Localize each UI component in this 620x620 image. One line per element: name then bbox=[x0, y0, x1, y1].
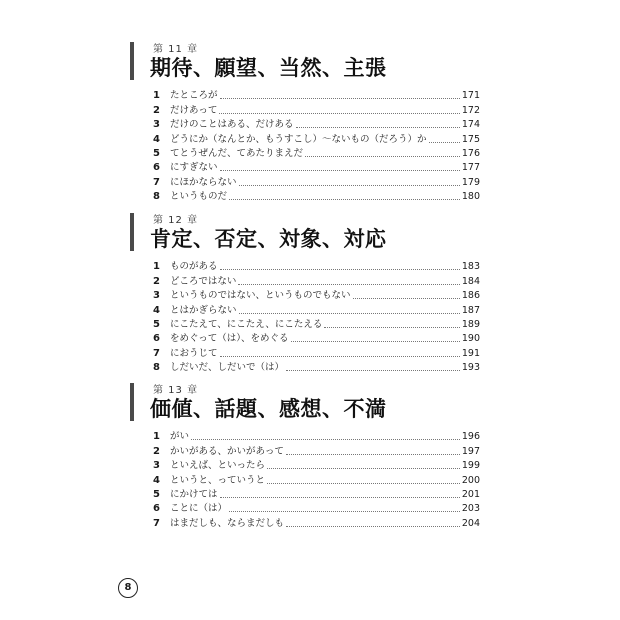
entry-title: どうにか（なんとか、もうすこし）〜ないもの（だろう）か bbox=[170, 133, 427, 145]
entry-number: 3 bbox=[153, 119, 160, 131]
entry-title: しだいだ、しだいで（は） bbox=[170, 362, 285, 374]
toc-entry[interactable] bbox=[153, 345, 480, 359]
entry-title: におうじて bbox=[170, 347, 218, 359]
entry-number: 4 bbox=[153, 304, 160, 316]
entry-page: 175 bbox=[461, 133, 480, 145]
entry-page: 190 bbox=[461, 333, 480, 345]
entry-number: 7 bbox=[153, 176, 160, 188]
entry-title: がい bbox=[170, 431, 190, 443]
toc-entry[interactable] bbox=[153, 117, 480, 131]
entry-number: 6 bbox=[153, 503, 160, 515]
dot-leader bbox=[229, 198, 460, 200]
dot-leader bbox=[191, 438, 460, 440]
entry-page: 172 bbox=[461, 104, 480, 116]
dot-leader bbox=[220, 169, 460, 171]
toc-entry[interactable] bbox=[153, 317, 480, 331]
entry-number: 8 bbox=[153, 362, 160, 374]
entry-title: にこたえて、にこたえ、にこたえる bbox=[170, 318, 323, 330]
chapter-title: 肯定、否定、対象、対応 bbox=[150, 227, 387, 251]
entry-title: はまだしも、ならまだしも bbox=[170, 517, 285, 529]
entry-title: だけのことはある、だけある bbox=[170, 119, 294, 131]
toc-entry[interactable] bbox=[153, 302, 480, 316]
entry-title: というものだ bbox=[170, 191, 228, 203]
chapter-bar bbox=[130, 42, 134, 80]
entry-title: ものがある bbox=[170, 261, 218, 273]
entry-page: 171 bbox=[461, 90, 480, 102]
dot-leader bbox=[267, 467, 460, 469]
dot-leader bbox=[219, 112, 459, 114]
dot-leader bbox=[286, 525, 460, 527]
toc-entry[interactable] bbox=[153, 288, 480, 302]
entry-number: 7 bbox=[153, 517, 160, 529]
entry-title: とはかぎらない bbox=[170, 304, 237, 316]
chapter-bar bbox=[130, 213, 134, 251]
entry-number: 7 bbox=[153, 347, 160, 359]
entry-title: といえば、といったら bbox=[170, 460, 266, 472]
toc-entry[interactable] bbox=[153, 273, 480, 287]
dot-leader bbox=[220, 496, 460, 498]
entry-title: たところが bbox=[170, 90, 218, 102]
entry-title: にすぎない bbox=[170, 162, 218, 174]
entry-page: 199 bbox=[461, 460, 480, 472]
toc-entry[interactable] bbox=[153, 131, 480, 145]
dot-leader bbox=[429, 141, 460, 143]
entry-page: 174 bbox=[461, 119, 480, 131]
entry-page: 176 bbox=[461, 147, 480, 159]
chapter-label: 第 12 章 bbox=[153, 215, 199, 226]
chapter-title: 価値、話題、感想、不満 bbox=[150, 397, 387, 421]
dot-leader bbox=[220, 97, 460, 99]
entry-title: というものではない、というものでもない bbox=[170, 290, 351, 302]
toc-entry[interactable] bbox=[153, 429, 480, 443]
entry-number: 3 bbox=[153, 460, 160, 472]
entry-page: 191 bbox=[461, 347, 480, 359]
dot-leader bbox=[229, 510, 460, 512]
dot-leader bbox=[239, 312, 460, 314]
dot-leader bbox=[291, 340, 460, 342]
toc-entry[interactable] bbox=[153, 160, 480, 174]
toc-entry[interactable] bbox=[153, 174, 480, 188]
entry-page: 201 bbox=[461, 488, 480, 500]
entry-page: 177 bbox=[461, 162, 480, 174]
entry-number: 4 bbox=[153, 133, 160, 145]
entry-number: 2 bbox=[153, 275, 160, 287]
toc-entry[interactable] bbox=[153, 259, 480, 273]
entry-page: 203 bbox=[461, 503, 480, 515]
entry-page: 204 bbox=[461, 517, 480, 529]
entry-number: 1 bbox=[153, 261, 160, 273]
chapter-label: 第 13 章 bbox=[153, 385, 199, 396]
entry-number: 1 bbox=[153, 431, 160, 443]
dot-leader bbox=[238, 283, 459, 285]
entry-title: かいがある、かいがあって bbox=[170, 445, 284, 457]
dot-leader bbox=[286, 453, 460, 455]
entry-number: 6 bbox=[153, 333, 160, 345]
entry-number: 2 bbox=[153, 104, 160, 116]
toc-entry[interactable] bbox=[153, 189, 480, 203]
entry-list bbox=[153, 259, 480, 374]
entry-number: 2 bbox=[153, 445, 160, 457]
toc-entry[interactable] bbox=[153, 331, 480, 345]
dot-leader bbox=[324, 326, 459, 328]
toc-entry[interactable] bbox=[153, 458, 480, 472]
dot-leader bbox=[305, 155, 460, 157]
entry-number: 5 bbox=[153, 488, 160, 500]
entry-page: 200 bbox=[461, 474, 480, 486]
toc-entry[interactable] bbox=[153, 443, 480, 457]
dot-leader bbox=[220, 268, 460, 270]
entry-number: 3 bbox=[153, 290, 160, 302]
entry-title: どころではない bbox=[170, 275, 237, 287]
chapter-bar bbox=[130, 383, 134, 421]
entry-page: 197 bbox=[461, 445, 480, 457]
entry-page: 186 bbox=[461, 290, 480, 302]
entry-page: 184 bbox=[461, 275, 480, 287]
entry-number: 4 bbox=[153, 474, 160, 486]
entry-list bbox=[153, 429, 480, 530]
entry-page: 193 bbox=[461, 362, 480, 374]
entry-title: だけあって bbox=[170, 104, 218, 116]
entry-page: 179 bbox=[461, 176, 480, 188]
entry-page: 196 bbox=[461, 431, 480, 443]
entry-page: 187 bbox=[461, 304, 480, 316]
entry-number: 5 bbox=[153, 147, 160, 159]
page-number: 8 bbox=[118, 578, 138, 598]
entry-number: 6 bbox=[153, 162, 160, 174]
entry-title: をめぐって（は）、をめぐる bbox=[170, 333, 289, 345]
toc-entry[interactable] bbox=[153, 360, 480, 374]
entry-number: 5 bbox=[153, 318, 160, 330]
dot-leader bbox=[267, 482, 460, 484]
toc-entry[interactable] bbox=[153, 102, 480, 116]
toc-entry[interactable] bbox=[153, 501, 480, 515]
chapter-label: 第 11 章 bbox=[153, 44, 199, 55]
entry-title: というと、っていうと bbox=[170, 474, 266, 486]
dot-leader bbox=[239, 184, 460, 186]
toc-entry[interactable] bbox=[153, 487, 480, 501]
toc-entry[interactable] bbox=[153, 146, 480, 160]
dot-leader bbox=[286, 369, 460, 371]
entry-title: にかけては bbox=[170, 488, 218, 500]
entry-page: 189 bbox=[461, 318, 480, 330]
entry-title: ことに（は） bbox=[170, 503, 228, 515]
toc-entry[interactable] bbox=[153, 88, 480, 102]
toc-entry[interactable] bbox=[153, 472, 480, 486]
entry-page: 183 bbox=[461, 261, 480, 273]
chapter-title: 期待、願望、当然、主張 bbox=[150, 56, 387, 80]
entry-number: 1 bbox=[153, 90, 160, 102]
dot-leader bbox=[296, 126, 460, 128]
entry-title: にほかならない bbox=[170, 176, 237, 188]
dot-leader bbox=[220, 355, 460, 357]
entry-title: てとうぜんだ、てあたりまえだ bbox=[170, 147, 304, 159]
entry-number: 8 bbox=[153, 191, 160, 203]
dot-leader bbox=[353, 297, 460, 299]
entry-page: 180 bbox=[461, 191, 480, 203]
entry-list bbox=[153, 88, 480, 203]
toc-entry[interactable] bbox=[153, 515, 480, 529]
